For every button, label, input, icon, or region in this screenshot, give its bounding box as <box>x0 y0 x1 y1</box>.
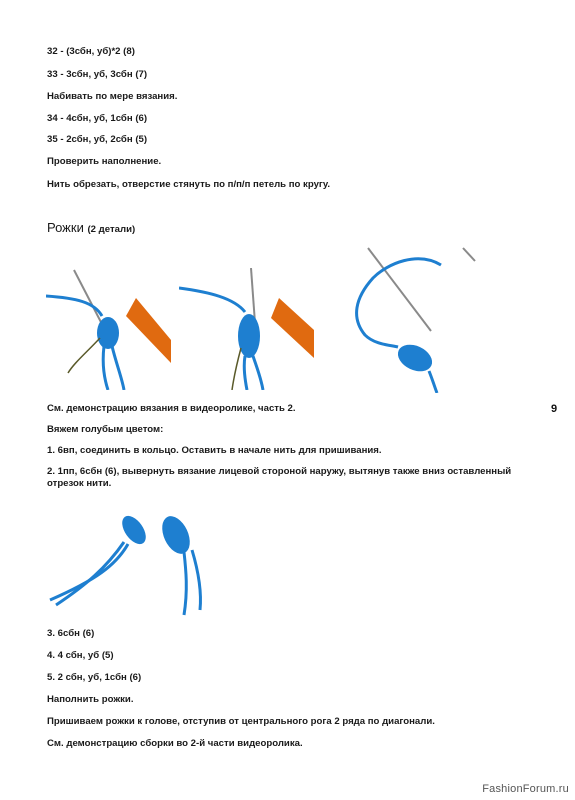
row-32: 32 - (3сбн, уб)*2 (8) <box>47 46 135 57</box>
row-33: 33 - 3сбн, уб, 3сбн (7) <box>47 69 148 80</box>
instruction-stuff: Набивать по мере вязания. <box>47 91 178 102</box>
page-number: 9 <box>551 403 558 415</box>
photo-step-2-image <box>179 268 314 390</box>
step-5: 5. 2 сбн, уб, 1сбн (6) <box>47 672 142 683</box>
section-title: Рожки <box>47 220 84 235</box>
photo-step-3-image <box>343 243 478 393</box>
instruction-finish: Нить обрезать, отверстие стянуть по п/п/п петель по кругу. <box>47 179 331 190</box>
photo-step-3 <box>343 243 478 393</box>
row-34: 34 - 4сбн, уб, 1сбн (6) <box>47 113 148 124</box>
video-note-1: См. демонстрацию вязания в видеоролике, часть 2. <box>47 403 296 414</box>
photo-step-1 <box>46 268 171 390</box>
photo-step-2 <box>179 268 314 390</box>
instruction-sew: Пришиваем рожки к голове, отступив от центрального рога 2 ряда по диагонали. <box>47 716 435 727</box>
photo-step-1-image <box>46 268 171 390</box>
section-heading <box>47 220 135 235</box>
step-4: 4. 4 сбн, уб (5) <box>47 650 114 661</box>
row-35: 35 - 2сбн, уб, 2сбн (5) <box>47 134 148 145</box>
video-note-2: См. демонстрацию сборки во 2-й части видеоролика. <box>47 738 303 749</box>
instruction-stuff-horns: Наполнить рожки. <box>47 694 134 705</box>
step-3: 3. 6сбн (6) <box>47 628 95 639</box>
section-subtitle: (2 детали) <box>87 224 136 235</box>
step-2: 2. 1пп, 6сбн (6), вывернуть вязание лицевой стороной наружу, вытянув также вниз оставленный отрезок нити. <box>47 466 512 489</box>
photo-horns <box>46 510 216 620</box>
instruction-check: Проверить наполнение. <box>47 156 162 167</box>
site-footer: FashionForum.ru <box>482 783 569 795</box>
step-1: 1. 6вп, соединить в кольцо. Оставить в начале нить для пришивания. <box>47 445 382 456</box>
photo-horns-image <box>46 510 216 620</box>
color-note: Вяжем голубым цветом: <box>47 424 164 435</box>
